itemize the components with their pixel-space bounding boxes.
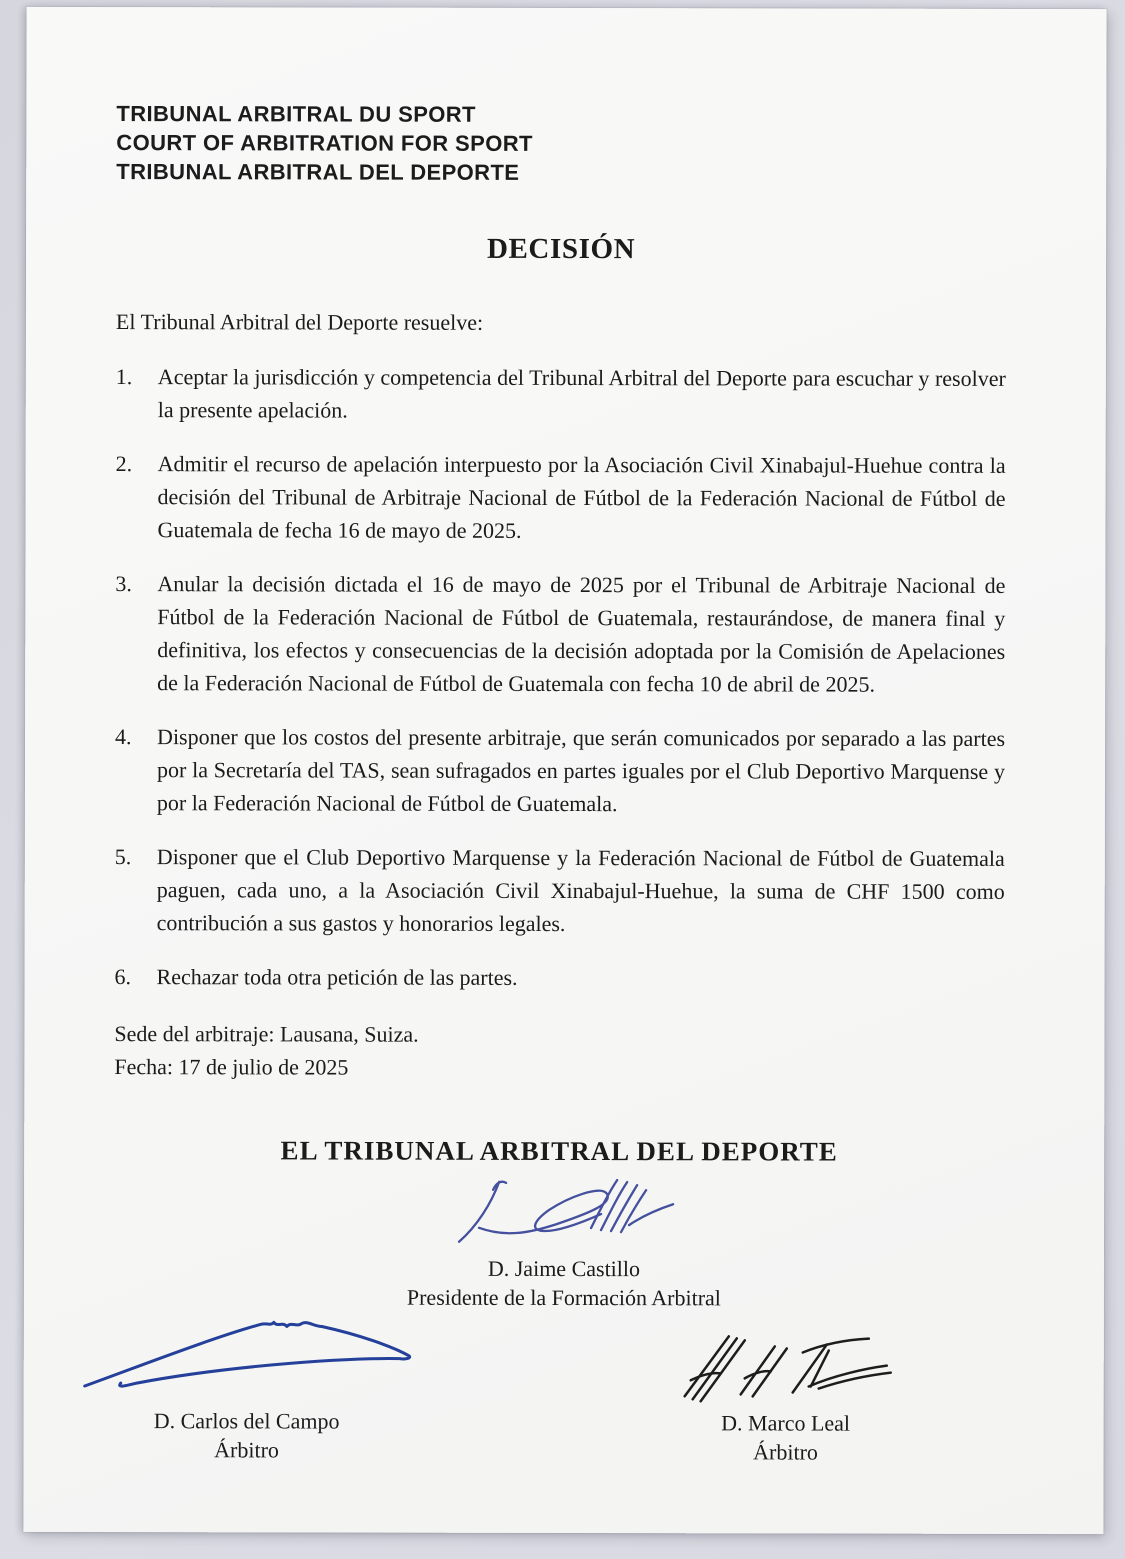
signatory-name: D. Carlos del Campo [153,1408,340,1434]
document-page [23,7,1106,1534]
ruling-text: Admitir el recurso de apelación interpuesto por la Asociación Civil Xinabajul-Huehue contra la decisión del Tribunal de Arbitraje Nacional de Fútbol de la Federación Nacional de Fútbol de Guatemala de fecha 16 de mayo de 2025. [157,451,1006,543]
decision-date: Fecha: 17 de julio de 2025 [114,1054,349,1080]
ruling-text: Rechazar toda otra petición de las partes. [156,964,518,990]
signatory-role: Árbitro [214,1437,279,1463]
rulings-list [115,360,1006,995]
letterhead-line-spanish: TRIBUNAL ARBITRAL DEL DEPORTE [116,159,520,185]
intro-line: El Tribunal Arbitral del Deporte resuelve: [115,309,484,335]
ruling-number: 6. [114,964,132,990]
ruling-text: Anular la decisión dictada el 16 de mayo de 2025 por el Tribunal de Arbitraje Nacional de Fútbol de la Federación Nacional de Fútbol de Guatemala, restaurándose, de manera final y definitiva, los efectos y consecuencias de la decisión adoptada por la Comisión de Apelaciones de la Federación Nacional de Fútbol de Guatemala con fecha 10 de abril de 2025. [157,571,1006,697]
letterhead-line-french: TRIBUNAL ARBITRAL DU SPORT [116,101,476,127]
ruling-text: Aceptar la jurisdicción y competencia del Tribunal Arbitral del Deporte para escuchar y resolver la presente apelación. [157,364,1006,423]
signature-block-left-arbitrator [72,1310,422,1465]
ruling-number: 4. [115,724,132,750]
handwritten-signature-icon [668,1324,903,1404]
signatory-role: Presidente de la Formación Arbitral [406,1284,721,1311]
seat-and-date [114,1017,1004,1085]
ruling-text: Disponer que el Club Deportivo Marquense y la Federación Nacional de Fútbol de Guatemala paguen, cada uno, a la Asociación Civil Xinabajul-Huehue, la suma de CHF 1500 como contribución a sus gastos y honorarios legales. [156,844,1005,937]
ruling-text: Disponer que los costos del presente arbitraje, que serán comunicados por separado a las partes por la Secretaría del TAS, sean sufragados en partes iguales por el Club Deportivo Marquense y por la Federación Nacional de Fútbol de Guatemala. [156,724,1006,817]
ruling-number: 2. [115,451,133,477]
arbitration-seat: Sede del arbitraje: Lausana, Suiza. [114,1021,419,1047]
letterhead [116,99,1006,188]
document-content [24,7,1106,1168]
ruling-number: 5. [114,844,132,870]
ruling-number: 1. [115,364,133,390]
signatory-role: Árbitro [753,1439,818,1465]
signature-block-right-arbitrator [636,1324,936,1467]
ruling-item-1 [116,360,1006,428]
letterhead-line-english: COURT OF ARBITRATION FOR SPORT [116,130,533,156]
document-title: DECISIÓN [486,232,636,266]
ruling-number: 3. [115,571,132,597]
handwritten-signature-icon [449,1170,679,1248]
handwritten-signature-icon [74,1310,419,1403]
signatory-name: D. Marco Leal [721,1410,851,1436]
ruling-item-4 [115,720,1005,821]
ruling-item-2 [115,447,1005,548]
ruling-item-5 [115,840,1005,941]
signatory-name: D. Jaime Castillo [487,1255,641,1282]
ruling-item-3 [115,567,1005,701]
panel-heading: EL TRIBUNAL ARBITRAL DEL DEPORTE [280,1135,838,1167]
ruling-item-6 [115,960,1005,995]
signature-block-president [24,1169,1104,1313]
